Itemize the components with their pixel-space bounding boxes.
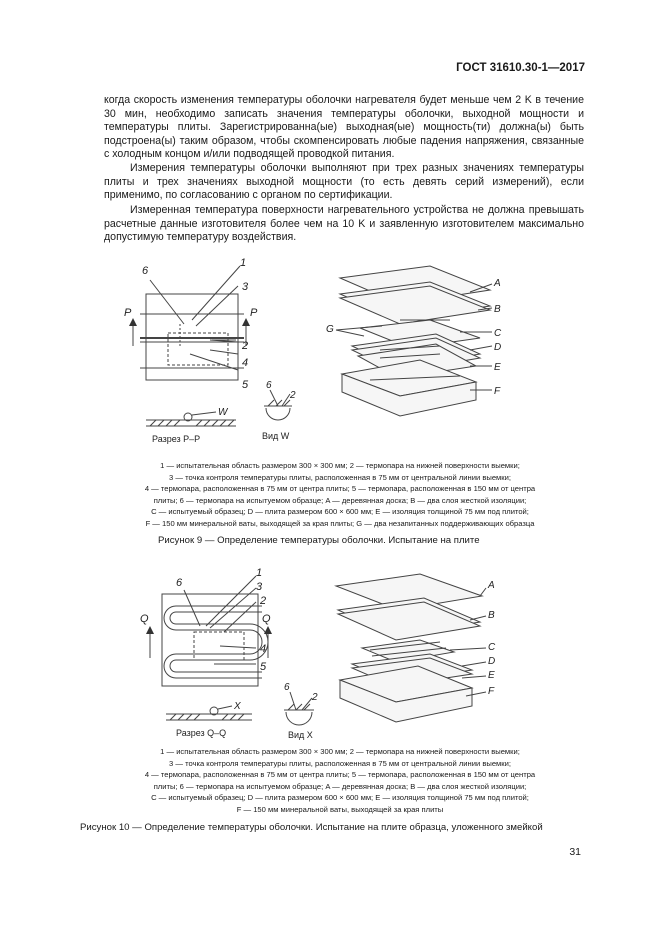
paragraph-measurements: Измерения температуры оболочки выполняют при трех разных значениях температуры плиты и трех значениях выходной мощности (то есть девять серий измерений), если применимо, по согласованию с органом по сертификации. [104, 162, 584, 202]
fig9-label-e: E [494, 362, 501, 373]
legend-line: 1 — испытательная область размером 300 × 300 мм; 2 — термопара на нижней поверхности выемки; [160, 461, 520, 470]
fig9-label-3: 3 [242, 281, 249, 293]
fig10-view-6: 6 [284, 682, 290, 693]
fig9-label-d: D [494, 342, 502, 353]
fig10-label-4: 4 [260, 643, 267, 655]
fig10-label-c: C [488, 642, 496, 653]
legend-line: 4 — термопара, расположенная в 75 мм от центра плиты; 5 — термопара, расположенная в 150 мм от центра [144, 770, 536, 780]
fig9-view-label: Вид W [262, 431, 290, 441]
fig10-label-d: D [488, 656, 496, 667]
fig10-label-1: 1 [256, 567, 263, 579]
document-header: ГОСТ 31610.30-1—2017 [456, 62, 585, 74]
legend-line: C — испытуемый образец; D — плита размером 600 × 600 мм; E — изоляция толщиной 75 мм под плитой; [151, 507, 529, 517]
fig9-label-a: A [494, 278, 501, 289]
fig9-view-6: 6 [266, 380, 272, 391]
fig9-label-g: G [326, 324, 334, 335]
fig9-label-b: B [494, 304, 501, 315]
fig9-label-1: 1 [240, 257, 247, 269]
fig9-label-p-right: P [250, 307, 258, 319]
fig9-section-label: Разрез P–P [152, 434, 201, 444]
fig9-label-f: F [494, 386, 501, 397]
figure-10-drawing [0, 562, 661, 752]
fig9-label-w: W [218, 407, 228, 418]
fig10-label-b: B [488, 610, 495, 621]
paragraph-continuation: когда скорость изменения температуры оболочки нагревателя будет меньше чем 2 K в течение 30 мин, необходимо записать значения температуры оболочки, выходной мощности и температуры плиты. Зарегистрированна(ые) выходная(ые) мощность(ти) должна(ы) быть подстроена(ы) таким образом, чтобы скомпенсировать любые падения напряжения, связанные с холодным концом и/или подводящей проводкой питания. [104, 94, 584, 161]
fig10-view-label: Вид X [288, 730, 313, 740]
fig10-label-q-left: Q [140, 613, 149, 625]
fig10-label-q-right: Q [262, 613, 271, 625]
fig10-label-6: 6 [176, 577, 183, 589]
fig10-label-5: 5 [260, 661, 267, 673]
figure-9-drawing [0, 250, 661, 460]
fig10-label-e: E [488, 670, 495, 681]
legend-line: C — испытуемый образец; D — плита размером 600 × 600 мм; E — изоляция толщиной 75 мм под плитой; [151, 793, 529, 803]
fig9-label-5: 5 [242, 379, 249, 391]
legend-line: 1 — испытательная область размером 300 × 300 мм; 2 — термопара на нижней поверхности выемки; [160, 747, 520, 756]
fig9-label-c: C [494, 328, 502, 339]
page-number: 31 [569, 846, 581, 858]
fig10-label-2: 2 [260, 595, 267, 607]
fig10-view-2: 2 [312, 692, 318, 703]
fig9-label-2: 2 [242, 340, 249, 352]
legend-line: 3 — точка контроля температуры плиты, расположенная в 75 мм от центральной линии выемки; [169, 758, 511, 768]
paragraph-surface-temperature: Измеренная температура поверхности нагревательного устройства не должна превышать расчетные данные изготовителя более чем на 10 K и заявленную изготовителем максимально допустимую температуру воздействия. [104, 204, 584, 244]
figure-10-legend [80, 746, 600, 816]
legend-line: плиты; 6 — термопара на испытуемом образце; A — деревянная доска; B — два слоя жесткой изоляции; [153, 495, 527, 505]
fig10-label-f: F [488, 686, 495, 697]
fig10-test-area [194, 632, 244, 660]
fig9-label-6: 6 [142, 265, 149, 277]
fig10-section-label: Разрез Q–Q [176, 728, 227, 738]
fig9-label-4: 4 [242, 357, 249, 369]
figure-9-caption: Рисунок 9 — Определение температуры оболочки. Испытание на плите [158, 535, 480, 546]
legend-line: плиты; 6 — термопара на испытуемом образце; A — деревянная доска; B — два слоя жесткой изоляции; [153, 781, 527, 791]
fig10-label-x: X [234, 701, 241, 712]
legend-line: F — 150 мм минеральной ваты, выходящей за края плиты; G — два незапитанных поддерживающих образца [145, 518, 535, 528]
figure-9-legend [80, 460, 600, 530]
legend-line: F — 150 мм минеральной ваты, выходящей за края плиты [236, 804, 444, 814]
legend-line: 3 — точка контроля температуры плиты, расположенная в 75 мм от центральной линии выемки; [169, 472, 511, 482]
fig9-label-p-left: P [124, 307, 132, 319]
fig10-label-a: A [488, 580, 495, 591]
figure-10-caption: Рисунок 10 — Определение температуры оболочки. Испытание на плите образца, уложенного змейкой [80, 822, 543, 833]
fig9-view-2: 2 [290, 390, 296, 401]
fig10-serpentine-sample [164, 606, 262, 678]
fig10-label-3: 3 [256, 581, 263, 593]
legend-line: 4 — термопара, расположенная в 75 мм от центра плиты; 5 — термопара, расположенная в 150 мм от центра [144, 484, 536, 494]
